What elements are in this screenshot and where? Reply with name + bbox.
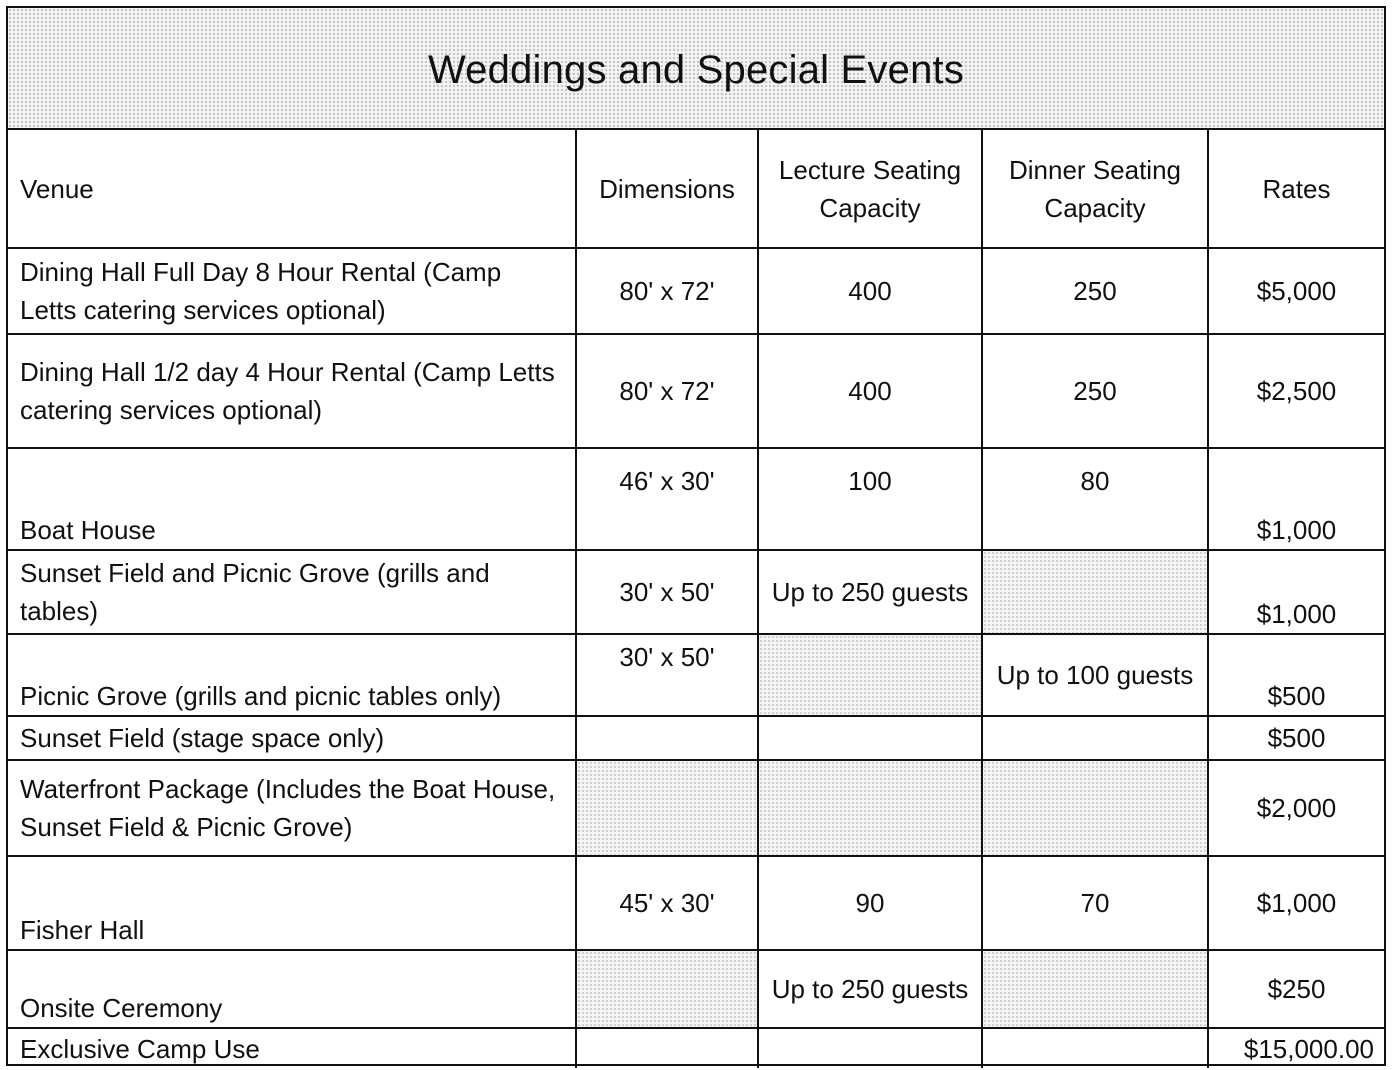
events-rate-sheet [6, 6, 1386, 1066]
dinner-capacity-cell: 250 [982, 248, 1208, 334]
rate-cell: $1,000 [1208, 550, 1384, 634]
rate-cell: $500 [1208, 716, 1384, 760]
table-row [8, 856, 1384, 950]
rate-cell: $500 [1208, 634, 1384, 716]
dimensions-cell: 80' x 72' [576, 334, 758, 448]
dimensions-cell [576, 760, 758, 856]
dimensions-cell: 30' x 50' [619, 642, 715, 672]
table-row [8, 634, 1384, 716]
dimensions-cell [576, 716, 758, 760]
venue-cell: Sunset Field and Picnic Grove (grills and tables) [8, 550, 576, 634]
lecture-capacity-cell: 100 [848, 466, 892, 496]
column-header-venue: Venue [8, 130, 576, 248]
table-row [8, 1028, 1384, 1068]
lecture-capacity-cell [758, 760, 982, 856]
dinner-capacity-cell [982, 760, 1208, 856]
rate-cell: $2,500 [1208, 334, 1384, 448]
dinner-capacity-cell [982, 716, 1208, 760]
dimensions-cell: 30' x 50' [576, 550, 758, 634]
column-header-lecture-capacity: Lecture Seating Capacity [758, 130, 982, 248]
table-row [8, 448, 1384, 550]
rate-cell: $250 [1208, 950, 1384, 1028]
venue-cell: Exclusive Camp Use [8, 1028, 576, 1068]
venue-cell: Onsite Ceremony [8, 950, 576, 1028]
lecture-capacity-cell [758, 634, 982, 716]
table-row [8, 550, 1384, 634]
venue-cell: Dining Hall Full Day 8 Hour Rental (Camp Letts catering services optional) [8, 248, 576, 334]
lecture-capacity-cell [758, 716, 982, 760]
lecture-capacity-cell: 90 [758, 856, 982, 950]
column-header-dinner-capacity: Dinner Seating Capacity [982, 130, 1208, 248]
column-header-dimensions: Dimensions [576, 130, 758, 248]
table-row [8, 950, 1384, 1028]
dinner-capacity-cell [982, 950, 1208, 1028]
rate-cell: $1,000 [1208, 856, 1384, 950]
table-row [8, 248, 1384, 334]
table-row [8, 716, 1384, 760]
venue-cell: Boat House [8, 448, 576, 550]
dimensions-cell: 45' x 30' [576, 856, 758, 950]
dinner-capacity-cell: 70 [982, 856, 1208, 950]
lecture-capacity-cell: Up to 250 guests [758, 550, 982, 634]
venue-cell: Sunset Field (stage space only) [8, 716, 576, 760]
dinner-capacity-cell: 80 [1080, 466, 1110, 496]
venue-cell: Picnic Grove (grills and picnic tables only) [8, 634, 576, 716]
dimensions-cell: 80' x 72' [576, 248, 758, 334]
lecture-capacity-cell [758, 1028, 982, 1068]
venue-cell: Waterfront Package (Includes the Boat House, Sunset Field & Picnic Grove) [8, 760, 576, 856]
rate-cell: $2,000 [1208, 760, 1384, 856]
venue-cell: Fisher Hall [8, 856, 576, 950]
dinner-capacity-cell: 250 [982, 334, 1208, 448]
venue-cell: Dining Hall 1/2 day 4 Hour Rental (Camp Letts catering services optional) [8, 334, 576, 448]
table-row [8, 334, 1384, 448]
lecture-capacity-cell: 400 [758, 248, 982, 334]
rate-cell: $15,000.00 [1208, 1028, 1384, 1068]
rate-cell: $5,000 [1208, 248, 1384, 334]
rate-cell: $1,000 [1208, 448, 1384, 550]
dimensions-cell [576, 1028, 758, 1068]
venue-table [8, 130, 1384, 1068]
lecture-capacity-cell: Up to 250 guests [758, 950, 982, 1028]
dinner-capacity-cell [982, 550, 1208, 634]
lecture-capacity-cell: 400 [758, 334, 982, 448]
page-title: Weddings and Special Events [427, 47, 965, 92]
dinner-capacity-cell: Up to 100 guests [982, 634, 1208, 716]
dinner-capacity-cell [982, 1028, 1208, 1068]
dimensions-cell: 46' x 30' [619, 466, 715, 496]
dimensions-cell [576, 950, 758, 1028]
header-row [8, 130, 1384, 248]
table-row [8, 760, 1384, 856]
title-banner [8, 8, 1384, 130]
column-header-rates: Rates [1208, 130, 1384, 248]
